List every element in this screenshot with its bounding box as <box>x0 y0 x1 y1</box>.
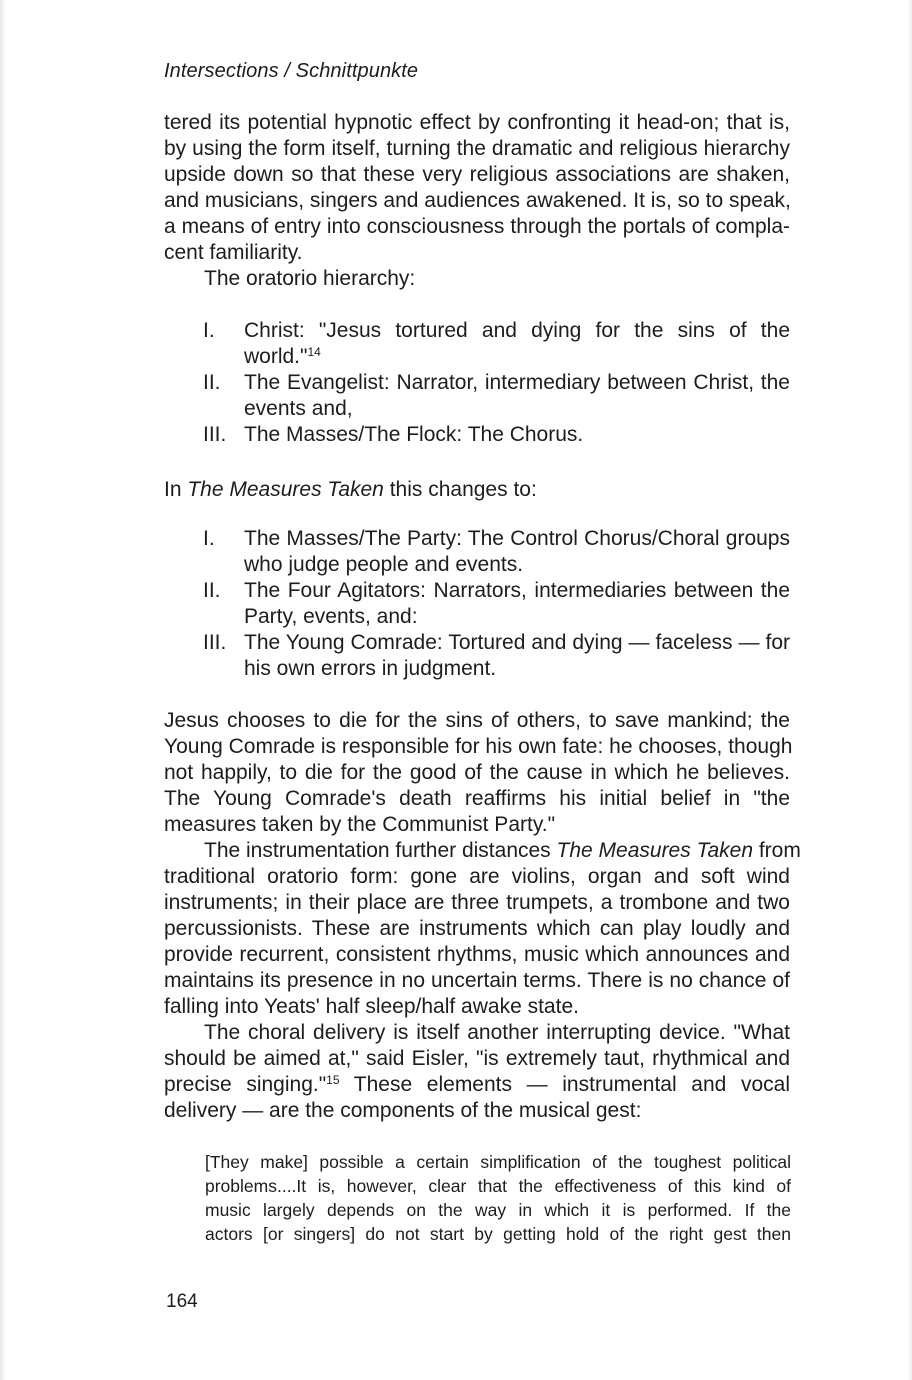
list-text: The Masses/The Party: The Control Chorus/Choral groups <box>244 527 790 550</box>
list-numeral: III. <box>203 423 227 446</box>
quote-line: actors [or singers] do not start by getting hold of the right gest then <box>205 1224 791 1244</box>
text: In <box>164 478 188 501</box>
list-text: his own errors in judgment. <box>244 657 497 680</box>
footnote-marker: 14 <box>307 344 321 359</box>
text-line: Jesus chooses to die for the sins of others, to save mankind; the <box>164 709 790 732</box>
oratorio-intro: The oratorio hierarchy: <box>204 267 416 290</box>
text-line: should be aimed at," said Eisler, "is extremely taut, rhythmical and <box>164 1047 790 1070</box>
list-text: Christ: "Jesus tortured and dying for the sins of the <box>244 319 790 342</box>
list-text: who judge people and events. <box>244 553 524 576</box>
text-line: a means of entry into consciousness through the portals of compla- <box>164 215 790 238</box>
block-quotation <box>205 1150 791 1246</box>
text: precise singing." <box>164 1073 327 1096</box>
text-line: percussionists. These are instruments which can play loudly and <box>164 917 790 940</box>
text-line: provide recurrent, consistent rhythms, music which announces and <box>164 943 790 966</box>
text-line: and musicians, singers and audiences awakened. It is, so to speak, <box>164 189 791 212</box>
text-line: tered its potential hypnotic effect by confronting it head-on; that is, <box>164 111 790 134</box>
list-item <box>203 370 790 422</box>
list-item <box>203 318 790 370</box>
text-line: traditional oratorio form: gone are violins, organ and soft wind <box>164 865 790 888</box>
paragraph-continuation <box>164 110 790 292</box>
list-text: Party, events, and: <box>244 605 418 628</box>
text-line: measures taken by the Communist Party." <box>164 813 556 836</box>
list-numeral: III. <box>203 631 227 654</box>
list-text: The Evangelist: Narrator, intermediary between Christ, the <box>244 371 790 394</box>
list-text: The Young Comrade: Tortured and dying — faceless — for <box>244 631 790 654</box>
text: from <box>753 839 801 862</box>
text-line: maintains its presence in no uncertain terms. There is no chance of <box>164 969 790 992</box>
text-line <box>164 477 790 503</box>
page-number: 164 <box>166 1291 198 1312</box>
list-numeral: II. <box>203 579 221 602</box>
text-line: The Young Comrade's death reaffirms his initial belief in "the <box>164 787 790 810</box>
text-line <box>164 1072 790 1098</box>
text: The instrumentation further distances <box>204 839 557 862</box>
list-item <box>203 526 790 578</box>
list-item <box>203 630 790 682</box>
text-line: by using the form itself, turning the dramatic and religious hierarchy <box>164 137 790 160</box>
text: These elements — instrumental and vocal <box>339 1073 790 1096</box>
text-line: upside down so that these very religious associations are shaken, <box>164 163 790 186</box>
list-text: The Masses/The Flock: The Chorus. <box>244 423 584 446</box>
running-head: Intersections / Schnittpunkte <box>164 60 419 82</box>
text-line <box>164 838 801 864</box>
text-line: cent familiarity. <box>164 241 303 264</box>
text-line: Young Comrade is responsible for his own fate: he chooses, though <box>164 735 793 758</box>
oratorio-hierarchy-list <box>203 318 790 448</box>
quote-line: [They make] possible a certain simplification of the toughest political <box>205 1152 791 1172</box>
list-text-line <box>244 344 790 370</box>
list-text: The Four Agitators: Narrators, intermediaries between the <box>244 579 790 602</box>
text-line: instruments; in their place are three trumpets, a trombone and two <box>164 891 790 914</box>
list-item <box>203 578 790 630</box>
list-text: events and, <box>244 397 353 420</box>
measures-hierarchy-list <box>203 526 790 682</box>
list-numeral: I. <box>203 527 215 550</box>
work-title: The Measures Taken <box>556 839 754 862</box>
text-line: The choral delivery is itself another interrupting device. "What <box>204 1021 790 1044</box>
measures-intro <box>164 477 790 503</box>
list-item <box>203 422 790 448</box>
quote-line: music largely depends on the way in which it is performed. If the <box>205 1200 791 1220</box>
text: this changes to: <box>383 478 537 501</box>
footnote-marker: 15 <box>326 1072 340 1087</box>
text-line: delivery — are the components of the musical gest: <box>164 1099 642 1122</box>
list-text: world." <box>244 345 308 368</box>
page-edge-shadow-right <box>908 0 912 1380</box>
text-line: falling into Yeats' half sleep/half awake state. <box>164 995 579 1018</box>
list-numeral: I. <box>203 319 215 342</box>
list-numeral: II. <box>203 371 221 394</box>
text-line: not happily, to die for the good of the cause in which he believes. <box>164 761 790 784</box>
work-title: The Measures Taken <box>187 478 384 501</box>
body-paragraphs <box>164 708 801 1124</box>
quote-line: problems....It is, however, clear that the effectiveness of this kind of <box>205 1176 791 1196</box>
page-edge-shadow-left <box>0 0 6 1380</box>
